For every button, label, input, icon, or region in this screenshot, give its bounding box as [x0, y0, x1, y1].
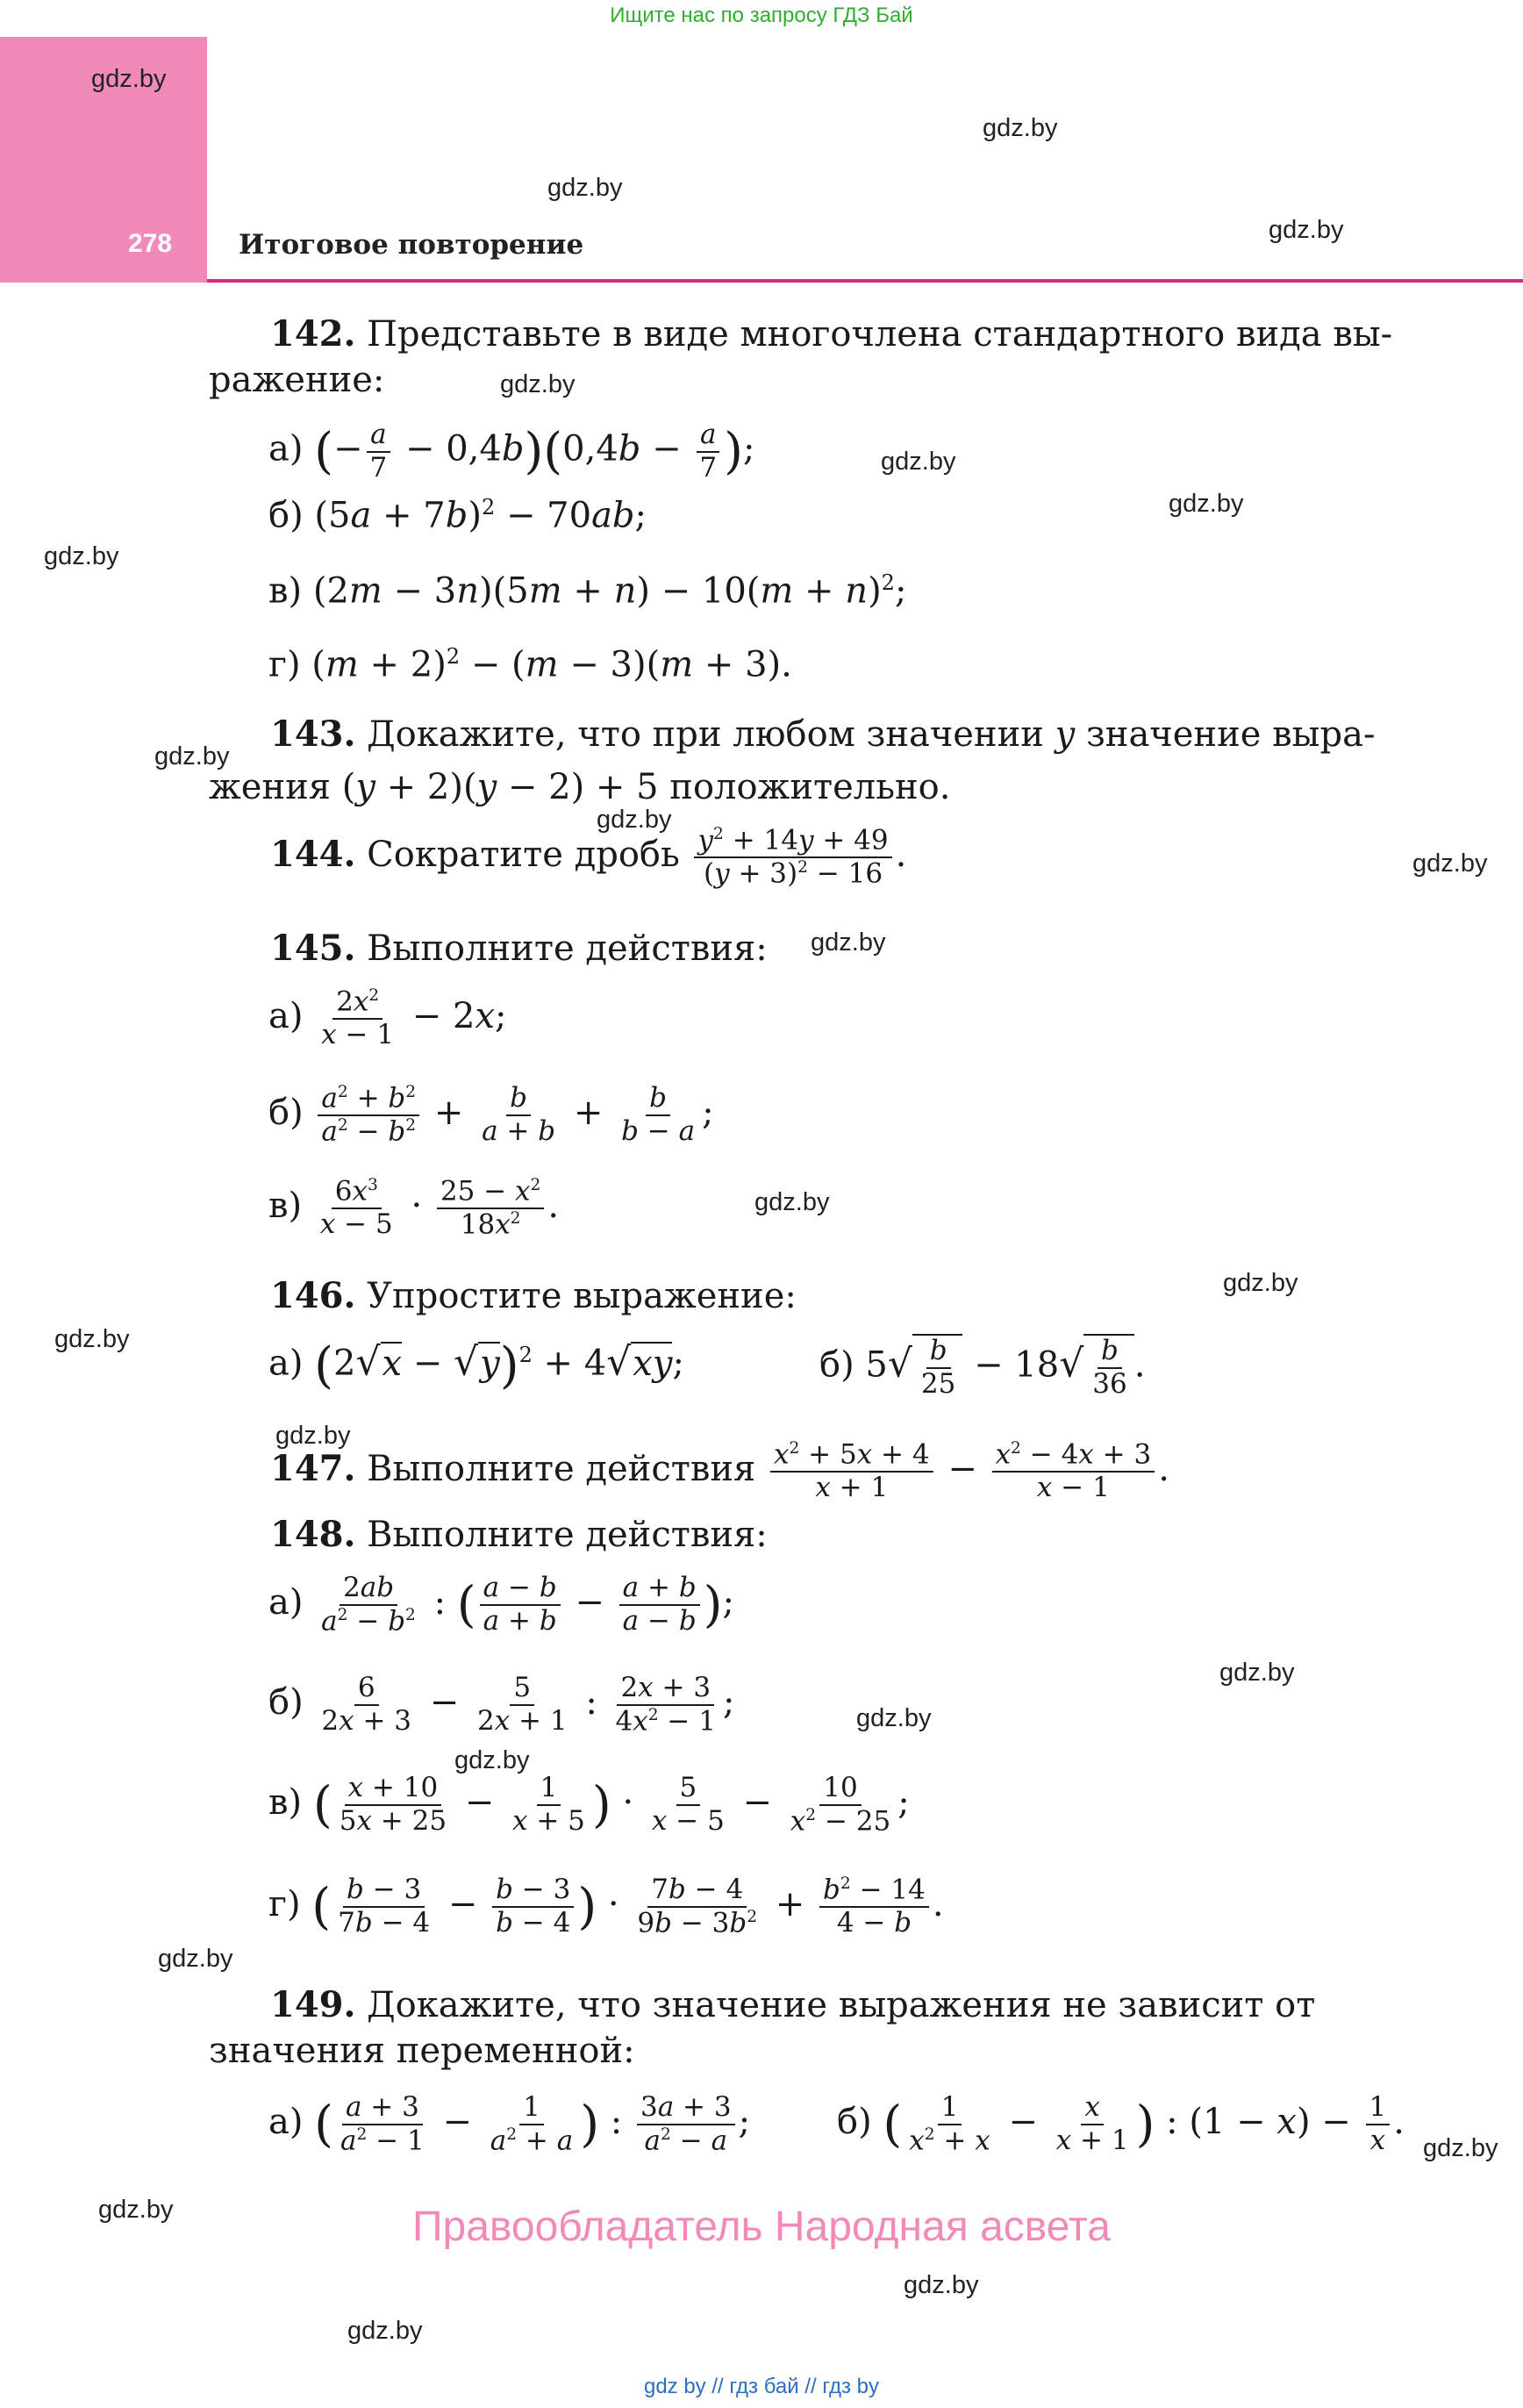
task-143-line1 [270, 713, 1375, 756]
watermark: gdz.by [1412, 849, 1488, 878]
watermark: gdz.by [856, 1704, 932, 1732]
watermark: gdz.by [547, 174, 623, 202]
task-146-b: б) 5√ $\frac{b}{25}$ − 18√ $\frac{b}{36}$ . [819, 1335, 1146, 1400]
task-text: положительно. [669, 767, 951, 807]
item-label: а) [268, 2101, 304, 2142]
task-number: 146. [270, 1275, 356, 1316]
task-148-g: г) ( $\frac{b - 3}{7b - 4}$ − $\frac{b - 3}{b - 4}$ ) · $\frac{7b - 4}{9b - 3b^2}$ + $\frac{b^2 - 14}{4 - b}$ . [268, 1874, 944, 1939]
item-label: б) [268, 495, 304, 536]
watermark: gdz.by [1169, 490, 1244, 518]
task-142-line1 [270, 312, 1392, 356]
task-number: 147. [270, 1447, 356, 1489]
task-number: 144. [270, 833, 356, 875]
task-145-v: в) $\frac{6x^3}{x - 5}$ · $\frac{25 - x^2}{18x^2}$ . [268, 1175, 560, 1241]
item-label: а) [268, 1581, 304, 1623]
watermark: gdz.by [811, 928, 886, 957]
task-149-line2: значения переменной: [209, 2031, 635, 2071]
task-145 [270, 927, 768, 971]
task-text: Докажите, что значение выражения не зависит от [367, 1985, 1316, 2025]
watermark: gdz.by [347, 2317, 423, 2345]
item-label: а) [268, 428, 304, 469]
watermark: gdz.by [904, 2271, 979, 2299]
task-142-b: б) $(5a + 7b)^2 - 70ab$; [268, 495, 647, 536]
watermark: gdz.by [881, 448, 956, 476]
task-144: 144. Сократите дробь $\frac{y^2 + 14y + 49}{(y + 3)^2 - 16}$ . [270, 824, 907, 890]
item-label: б) [837, 2101, 872, 2142]
task-number: 145. [270, 928, 356, 969]
variable: y [1055, 714, 1076, 755]
watermark: gdz.by [1223, 1269, 1298, 1297]
task-text: Выполните действия: [367, 1515, 768, 1555]
task-146 [270, 1274, 797, 1318]
task-text: Выполните действия [367, 1448, 756, 1489]
item-label: б) [268, 1681, 304, 1723]
task-text: Представьте в виде многочлена стандартного вида вы- [367, 314, 1393, 355]
task-142-v: в) $(2m - 3n)(5m + n) - 10(m + n)^2$; [268, 570, 907, 612]
task-148-v: в) ( $\frac{x + 10}{5x + 25}$ − $\frac{1}{x + 5}$ ) · $\frac{5}{x - 5}$ − $\frac{10}{x^2 - 25}$ ; [268, 1772, 910, 1837]
task-number: 149. [270, 1984, 356, 2025]
task-142-line2: ражение: [209, 360, 385, 400]
item-label: в) [268, 570, 303, 612]
task-149-b: б) ( $\frac{1}{x^2 + x}$ − $\frac{x}{x + 1}$ ) : (1 − x) − $\frac{1}{x}$ . [837, 2091, 1405, 2156]
task-145-b: б) $\frac{a^2 + b^2}{a^2 - b^2}$ + $\frac{b}{a + b}$ + $\frac{b}{b - a}$ ; [268, 1082, 714, 1148]
task-text: Докажите, что при любом значении [367, 714, 1044, 755]
footer-links[interactable]: gdz by // гдз бай // гдз by [643, 2375, 880, 2398]
watermark: gdz.by [54, 1325, 130, 1353]
item-label: а) [268, 995, 304, 1036]
watermark: gdz.by [44, 542, 119, 570]
task-number: 143. [270, 713, 356, 755]
watermark: gdz.by [154, 742, 230, 770]
watermark: gdz.by [1269, 216, 1344, 244]
task-text: значение выра- [1085, 714, 1376, 755]
task-text: Упростите выражение: [367, 1276, 797, 1316]
watermark: gdz.by [1219, 1659, 1295, 1687]
watermark: gdz.by [500, 370, 576, 398]
watermark: gdz.by [158, 1945, 233, 1973]
task-147: 147. Выполните действия $\frac{x^2 + 5x + 4}{x + 1}$ − $\frac{x^2 - 4x + 3}{x - 1}$ . [270, 1438, 1169, 1503]
task-number: 148. [270, 1514, 356, 1555]
watermark: gdz.by [754, 1188, 830, 1216]
item-label: г) [268, 644, 301, 685]
watermark: gdz.by [1423, 2134, 1498, 2162]
task-149-line1 [270, 1983, 1315, 2027]
task-text: Выполните действия: [367, 928, 768, 969]
copyright-notice: Правообладатель Народная асвета [412, 2204, 1111, 2250]
watermark: gdz.by [983, 114, 1058, 142]
item-label: б) [819, 1344, 854, 1386]
task-148-a: а) $\frac{2ab}{a^2 - b^2}$ : ( $\frac{a - b}{a + b}$ − $\frac{a + b}{a - b}$ ); [268, 1572, 735, 1637]
task-148 [270, 1513, 768, 1557]
task-number: 142. [270, 313, 356, 355]
page-number: 278 [128, 229, 173, 258]
watermark: gdz.by [454, 1746, 530, 1774]
task-text: жения [209, 767, 332, 807]
item-label: г) [268, 1883, 301, 1924]
watermark: gdz.by [597, 806, 672, 834]
top-banner[interactable]: Ищите нас по запросу ГДЗ Бай [610, 4, 913, 27]
task-145-a: а) $\frac{2x^2}{x - 1}$ − 2x; [268, 985, 507, 1050]
item-label: а) [268, 1343, 304, 1384]
header-rule [207, 279, 1523, 283]
item-label: в) [268, 1781, 303, 1823]
task-146-a: а) $(2√x - √y)^2 + 4√xy$; [268, 1337, 684, 1394]
item-label: б) [268, 1092, 304, 1133]
task-142-a: а) (− $\frac{a}{7}$ − 0,4b)(0,4b − $\frac{a}{7}$ ); [268, 419, 755, 484]
task-142-g: г) $(m + 2)^2 - (m - 3)(m + 3)$. [268, 644, 792, 685]
watermark: gdz.by [91, 65, 167, 93]
watermark: gdz.by [275, 1422, 351, 1450]
section-title: Итоговое повторение [239, 229, 584, 261]
task-148-b: б) $\frac{6}{2x + 3}$ − $\frac{5}{2x + 1}$ : $\frac{2x + 3}{4x^2 - 1}$ ; [268, 1672, 735, 1737]
task-149-a: а) ( $\frac{a + 3}{a^2 - 1}$ − $\frac{1}{a^2 + a}$ ) : $\frac{3a + 3}{a^2 - a}$ ; [268, 2091, 751, 2156]
watermark: gdz.by [98, 2196, 174, 2224]
task-143-line2: жения (y + 2)(y − 2) + 5 положительно. [209, 767, 951, 807]
item-label: в) [268, 1185, 303, 1226]
task-text: Сократите дробь [367, 834, 680, 875]
